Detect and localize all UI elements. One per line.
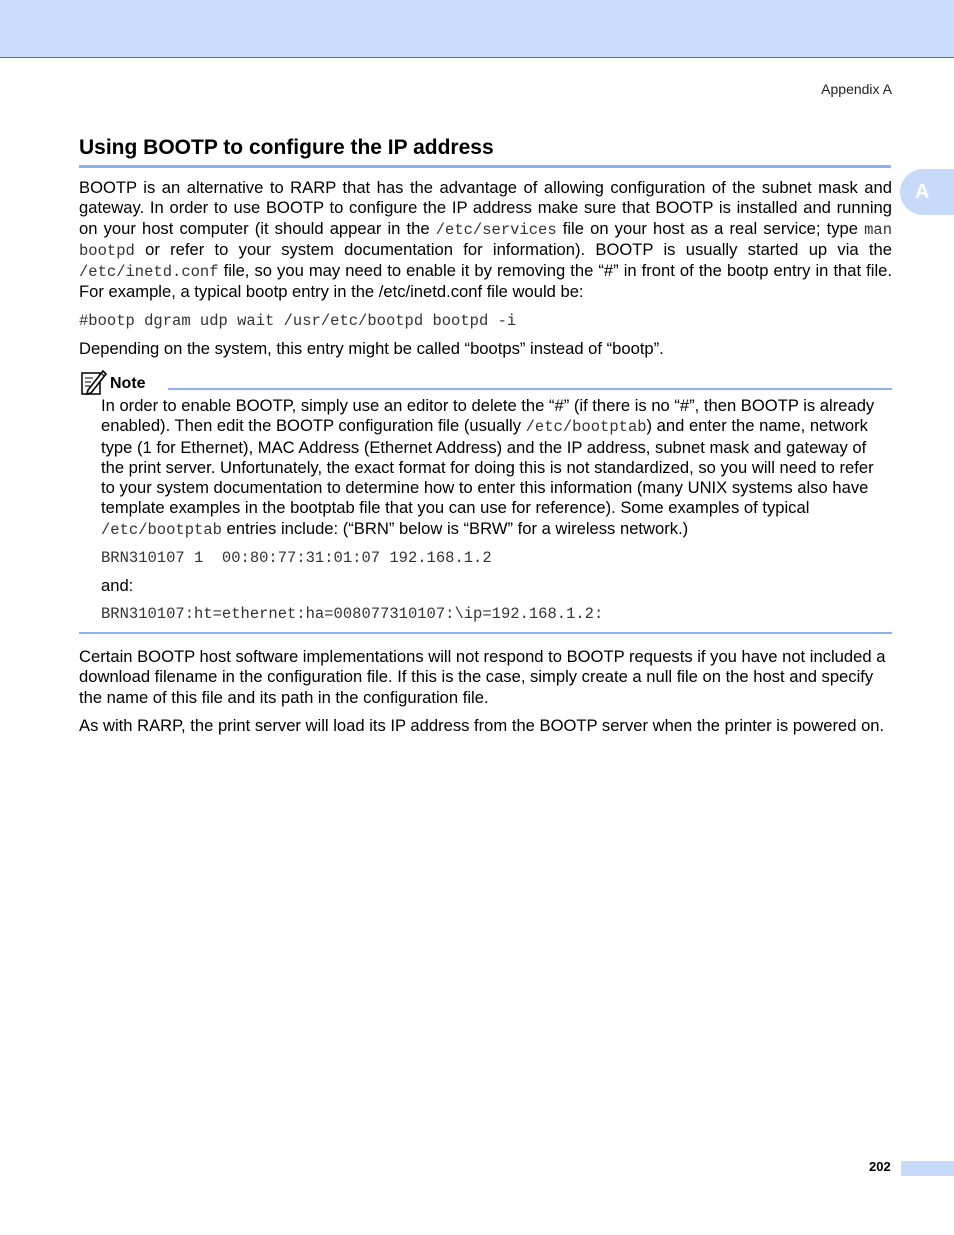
and-text: and:	[101, 576, 134, 596]
note-header	[79, 368, 892, 396]
intro-text-1: BOOTP is an alternative to RARP that has the advantage of allowing configuration of the subnet mask and gateway. In order to use BOOTP to configure the IP address make sure that BOOTP is installed and running on your host computer (it should appear in the	[79, 178, 892, 238]
header-label: Appendix A	[821, 81, 892, 97]
intro-text-2: file on your host as a real service; type	[556, 218, 865, 238]
code-etc-bootptab: /etc/bootptab	[525, 418, 647, 437]
closing-section	[79, 647, 892, 736]
note-text-3: entries include: (“BRN” below is “BRW” for a wireless network.)	[221, 518, 689, 538]
note-rule	[168, 388, 892, 390]
intro-text-4: file, so you may need to enable it by removing the “#” in front of the bootp entry in that file. For example, a typical bootp entry in the /etc/inetd.conf file would be:	[79, 261, 892, 302]
intro-text-3: or refer to your system documentation for information). BOOTP is usually started up via the	[134, 239, 892, 259]
note-text-1: In order to enable BOOTP, simply use an editor to delete the “#” (if there is no “#”, then BOOTP is already enabled). Then edit the BOOTP configuration file (usually	[101, 396, 875, 436]
note-box	[79, 368, 892, 624]
note-body	[101, 396, 890, 624]
page-number-bar	[901, 1161, 954, 1176]
pencil-note-icon	[79, 368, 107, 396]
code-etc-inetd: /etc/inetd.conf	[79, 263, 219, 282]
code-etc-bootptab-2: /etc/bootptab	[101, 520, 222, 539]
depending-paragraph: Depending on the system, this entry might be called “bootps” instead of “bootp”.	[79, 338, 664, 358]
note-paragraph	[101, 396, 890, 540]
note-text-2: ) and enter the name, network type (1 for Ethernet), MAC Address (Ethernet Address) and the IP address, subnet mask and gateway of the print server. Unfortunately, the exact format for doing this is not standardized, so you will need to refer to your system documentation to determine how to enter this information (many UNIX systems also have template examples in the bootptab file that you can use for reference). Some examples of typical	[101, 416, 874, 518]
certain-paragraph: Certain BOOTP host software implementations will not respond to BOOTP requests if you have not included a download filename in the configuration file. If this is the case, simply create a null file on the host and specify the name of this file and its path in the configuration file.	[79, 647, 886, 707]
intro-paragraph	[79, 178, 892, 303]
appendix-tab	[900, 169, 954, 215]
header-band	[0, 0, 954, 58]
section-title: Using BOOTP to configure the IP address	[79, 136, 494, 159]
page-number: 202	[869, 1159, 891, 1174]
code-etc-services: /etc/services	[435, 220, 557, 239]
appendix-tab-letter: A	[915, 180, 930, 203]
bootp-code-example: #bootp dgram udp wait /usr/etc/bootpd bootpd -i	[79, 311, 517, 330]
intro-section	[79, 178, 892, 359]
code-man-bootpd: man bootpd	[79, 220, 892, 260]
note-label: Note	[110, 375, 146, 392]
note-bottom-rule	[79, 632, 892, 634]
bootptab-example-1: BRN310107 1 00:80:77:31:01:07 192.168.1.2	[101, 549, 492, 568]
rarp-paragraph: As with RARP, the print server will load its IP address from the BOOTP server when the printer is powered on.	[79, 715, 885, 735]
title-rule	[79, 165, 891, 168]
bootptab-example-2: BRN310107:ht=ethernet:ha=008077310107:\ip=192.168.1.2:	[101, 605, 604, 624]
